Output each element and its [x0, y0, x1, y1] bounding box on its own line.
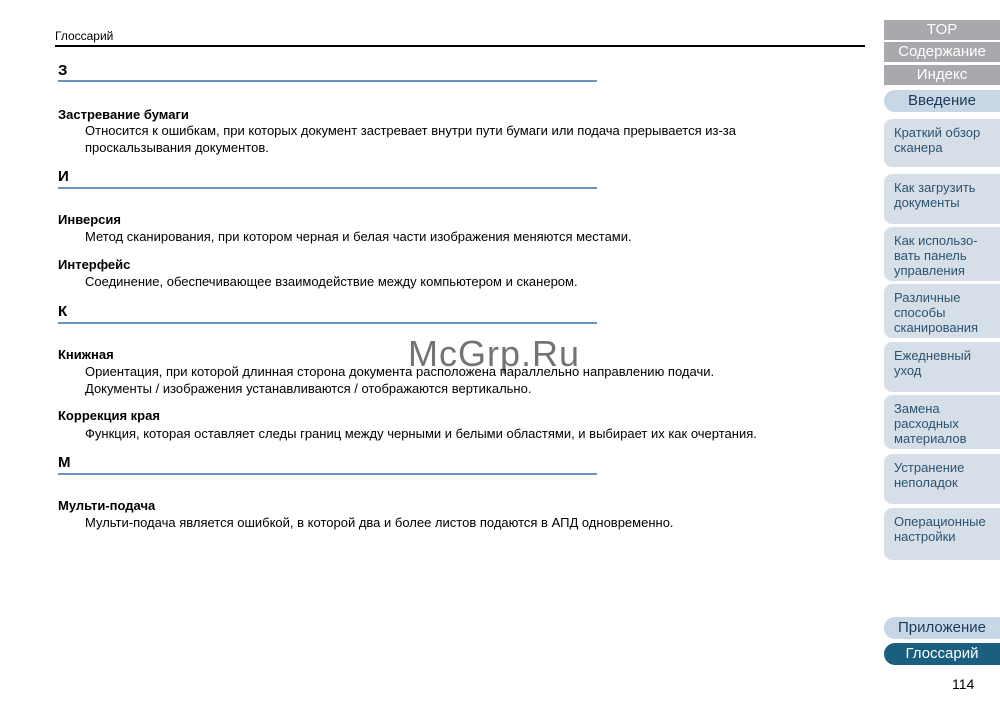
term-title: Коррекция края: [58, 408, 160, 423]
definition-line: Документы / изображения устанавливаются / отображаются вертикально.: [85, 381, 532, 396]
nav-chapter-line: Устранение: [894, 460, 965, 475]
nav-chapter-line: Различные: [894, 290, 961, 305]
term-title: Мульти-подача: [58, 498, 156, 513]
nav-chapter-line: вать панель: [894, 248, 967, 263]
nav-chapter-loading[interactable]: [884, 174, 1000, 224]
section-letter: И: [58, 168, 69, 185]
running-header: Глоссарий: [55, 29, 114, 43]
section-rule: [58, 322, 597, 324]
definition-line: Относится к ошибкам, при которых документ застревает внутри пути бумаги или подача прерывается из-за: [85, 123, 736, 138]
nav-chapter-line: настройки: [894, 529, 956, 544]
nav-chapter-line: сканера: [894, 140, 943, 155]
definition-line: Мульти-подача является ошибкой, в которой два и более листов подаются в АПД одновременно.: [85, 515, 674, 530]
nav-chapter-line: управления: [894, 263, 965, 278]
nav-chapter-line: сканирования: [894, 320, 979, 335]
nav-chapter-overview[interactable]: [884, 119, 1000, 167]
nav-chapter-line: Замена: [894, 401, 940, 416]
nav-chapter-line: Как загрузить: [894, 180, 976, 195]
nav-chapter-care[interactable]: [884, 342, 1000, 392]
nav-chapter-line: документы: [894, 195, 960, 210]
nav-chapter-line: расходных: [894, 416, 959, 431]
section-rule: [58, 80, 597, 82]
nav-chapter-settings[interactable]: [884, 508, 1000, 560]
section-letter: К: [58, 303, 68, 320]
definition-line: Метод сканирования, при котором черная и белая части изображения меняются местами.: [85, 229, 632, 244]
definition-line: Функция, которая оставляет следы границ между черными и белыми областями, и выбирает их как очертания.: [85, 426, 757, 441]
term-definition: [85, 122, 845, 156]
watermark: McGrp.Ru: [408, 333, 581, 374]
nav-glossary-button[interactable]: Глоссарий: [884, 643, 1000, 665]
nav-contents-button[interactable]: Содержание: [884, 42, 1000, 62]
term-title: Инверсия: [58, 212, 121, 227]
definition-line: Соединение, обеспечивающее взаимодействие между компьютером и сканером.: [85, 274, 578, 289]
term-title: Интерфейс: [58, 257, 131, 272]
nav-appendix-button[interactable]: Приложение: [884, 617, 1000, 639]
definition-line: проскальзывания документов.: [85, 140, 269, 155]
nav-chapter-panel[interactable]: [884, 227, 1000, 281]
nav-index-button[interactable]: Индекс: [884, 65, 1000, 85]
section-rule: [58, 187, 597, 189]
term-definition: [85, 228, 845, 245]
header-rule: [55, 45, 865, 47]
term-definition: [85, 514, 845, 531]
nav-chapter-line: Операционные: [894, 514, 986, 529]
term-definition: [85, 425, 845, 442]
nav-chapter-line: способы: [894, 305, 946, 320]
nav-chapter-line: уход: [894, 363, 922, 378]
term-title: Книжная: [58, 347, 114, 362]
section-letter: М: [58, 454, 71, 471]
nav-chapter-line: неполадок: [894, 475, 958, 490]
nav-intro-button[interactable]: Введение: [884, 90, 1000, 112]
nav-chapter-line: Ежедневный: [894, 348, 971, 363]
nav-top-button[interactable]: TOP: [884, 20, 1000, 40]
nav-chapter-line: Краткий обзор: [894, 125, 981, 140]
term-definition: [85, 363, 845, 397]
definition-line: Ориентация, при которой длинная сторона документа расположена параллельно направлению подачи.: [85, 364, 715, 379]
nav-chapter-line: материалов: [894, 431, 967, 446]
nav-chapter-line: Как использо-: [894, 233, 978, 248]
nav-chapter-consumables[interactable]: [884, 395, 1000, 449]
section-letter: З: [58, 62, 68, 79]
term-definition: [85, 273, 845, 290]
nav-chapter-troubleshooting[interactable]: [884, 454, 1000, 504]
nav-chapter-scanning[interactable]: [884, 284, 1000, 338]
section-rule: [58, 473, 597, 475]
term-title: Застревание бумаги: [58, 107, 189, 122]
page-number: 114: [952, 676, 975, 692]
